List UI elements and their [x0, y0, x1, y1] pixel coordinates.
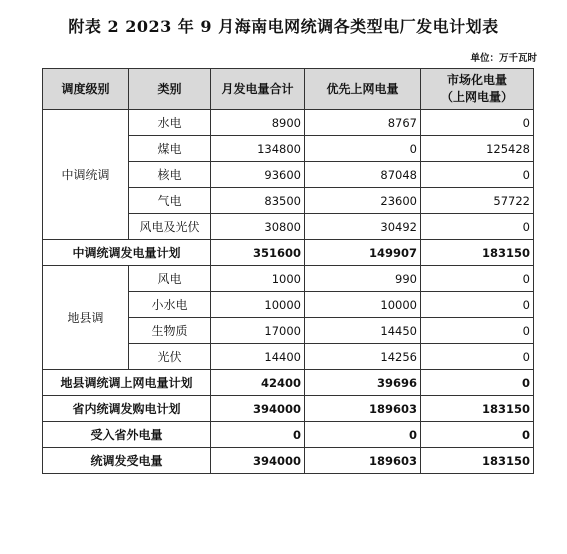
market-cell: 0 — [421, 110, 534, 136]
priority-cell: 189603 — [305, 448, 421, 474]
market-cell: 183150 — [421, 396, 534, 422]
generation-plan-table — [42, 68, 534, 474]
total-cell: 17000 — [211, 318, 305, 344]
summary-row — [43, 396, 534, 422]
summary-label: 统调发受电量 — [43, 448, 211, 474]
priority-cell: 39696 — [305, 370, 421, 396]
market-cell: 183150 — [421, 240, 534, 266]
market-cell: 183150 — [421, 448, 534, 474]
category-cell: 气电 — [129, 188, 211, 214]
category-cell: 风电 — [129, 266, 211, 292]
priority-cell: 990 — [305, 266, 421, 292]
priority-cell: 23600 — [305, 188, 421, 214]
market-cell: 0 — [421, 422, 534, 448]
summary-label: 省内统调发购电计划 — [43, 396, 211, 422]
total-cell: 93600 — [211, 162, 305, 188]
level-cell: 地县调 — [43, 266, 129, 370]
priority-cell: 10000 — [305, 292, 421, 318]
total-cell: 8900 — [211, 110, 305, 136]
priority-cell: 87048 — [305, 162, 421, 188]
subtotal-label: 地县调统调上网电量计划 — [43, 370, 211, 396]
market-cell: 57722 — [421, 188, 534, 214]
subtotal-row — [43, 370, 534, 396]
total-cell: 10000 — [211, 292, 305, 318]
unit-label: 单位：万千瓦时 — [470, 53, 537, 64]
table-row — [43, 110, 534, 136]
category-cell: 煤电 — [129, 136, 211, 162]
total-cell: 1000 — [211, 266, 305, 292]
market-cell: 0 — [421, 318, 534, 344]
header-category: 类别 — [129, 69, 211, 110]
market-cell: 0 — [421, 292, 534, 318]
market-cell: 0 — [421, 370, 534, 396]
total-cell: 134800 — [211, 136, 305, 162]
total-cell: 0 — [211, 422, 305, 448]
market-cell: 0 — [421, 214, 534, 240]
category-cell: 风电及光伏 — [129, 214, 211, 240]
priority-cell: 30492 — [305, 214, 421, 240]
header-row — [43, 69, 534, 110]
priority-cell: 8767 — [305, 110, 421, 136]
priority-cell: 0 — [305, 422, 421, 448]
total-cell: 83500 — [211, 188, 305, 214]
market-cell: 0 — [421, 162, 534, 188]
total-cell: 394000 — [211, 448, 305, 474]
priority-cell: 0 — [305, 136, 421, 162]
category-cell: 水电 — [129, 110, 211, 136]
priority-cell: 189603 — [305, 396, 421, 422]
total-cell: 30800 — [211, 214, 305, 240]
total-cell: 14400 — [211, 344, 305, 370]
subtotal-label: 中调统调发电量计划 — [43, 240, 211, 266]
table-title: 附表 2 2023 年 9 月海南电网统调各类型电厂发电计划表 — [68, 17, 499, 36]
category-cell: 核电 — [129, 162, 211, 188]
level-cell: 中调统调 — [43, 110, 129, 240]
total-cell: 394000 — [211, 396, 305, 422]
summary-row — [43, 448, 534, 474]
header-level: 调度级别 — [43, 69, 129, 110]
total-cell: 42400 — [211, 370, 305, 396]
priority-cell: 14450 — [305, 318, 421, 344]
summary-label: 受入省外电量 — [43, 422, 211, 448]
header-monthly-total: 月发电量合计 — [211, 69, 305, 110]
priority-cell: 14256 — [305, 344, 421, 370]
market-cell: 0 — [421, 344, 534, 370]
category-cell: 生物质 — [129, 318, 211, 344]
subtotal-row — [43, 240, 534, 266]
summary-row — [43, 422, 534, 448]
category-cell: 光伏 — [129, 344, 211, 370]
total-cell: 351600 — [211, 240, 305, 266]
market-cell: 125428 — [421, 136, 534, 162]
header-market: 市场化电量 （上网电量） — [421, 69, 534, 110]
market-cell: 0 — [421, 266, 534, 292]
priority-cell: 149907 — [305, 240, 421, 266]
category-cell: 小水电 — [129, 292, 211, 318]
header-priority: 优先上网电量 — [305, 69, 421, 110]
table-row — [43, 266, 534, 292]
